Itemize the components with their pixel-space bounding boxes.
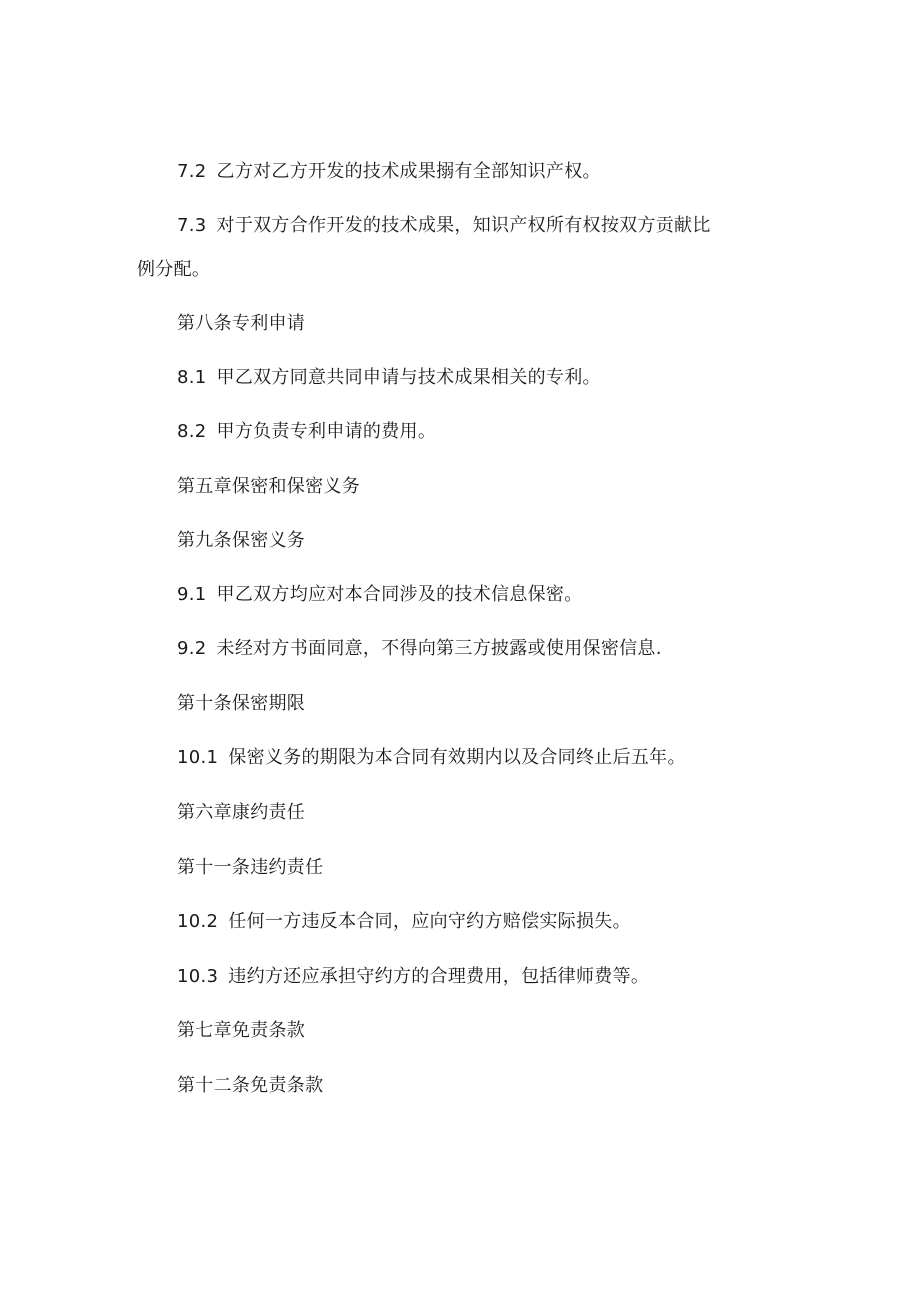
clause-text: 违约方还应承担守约方的合理费用，包括律师费等。 <box>228 966 650 987</box>
heading-text: 第六章康约责任 <box>177 802 306 823</box>
clause-number: 10.3 <box>177 966 219 987</box>
clause-text: 甲乙双方同意共同申请与技术成果相关的专利。 <box>216 367 601 388</box>
heading-text: 第五章保密和保密义务 <box>177 476 360 497</box>
clause-text: 保密义务的期限为本合同有效期内以及合同终止后五年。 <box>228 747 686 768</box>
clause-number: 8.1 <box>177 367 207 388</box>
heading-text: 第八条专利申请 <box>177 313 306 334</box>
clause-9-2 <box>177 638 662 660</box>
clause-number: 7.2 <box>177 161 207 182</box>
clause-7-2 <box>177 161 601 183</box>
article-10-heading <box>177 693 305 715</box>
clause-text: 对于双方合作开发的技术成果，知识产权所有权按双方贡献比 <box>216 215 711 236</box>
clause-7-3 <box>177 215 711 237</box>
chapter-5-heading <box>177 476 360 498</box>
chapter-7-heading <box>177 1020 305 1042</box>
clause-7-3-continuation <box>137 259 210 281</box>
article-12-heading <box>177 1075 323 1097</box>
article-11-heading <box>177 857 323 879</box>
clause-text: 乙方对乙方开发的技术成果搦有全部知识产权。 <box>216 161 601 182</box>
clause-8-1 <box>177 367 601 389</box>
clause-number: 10.2 <box>177 911 219 932</box>
clause-text: 例分配。 <box>137 259 211 280</box>
clause-number: 7.3 <box>177 215 207 236</box>
article-8-heading <box>177 313 305 335</box>
clause-number: 8.2 <box>177 421 207 442</box>
clause-8-2 <box>177 421 436 443</box>
heading-text: 第十条保密期限 <box>177 693 306 714</box>
clause-10-1 <box>177 747 686 769</box>
article-9-heading <box>177 530 305 552</box>
clause-number: 9.2 <box>177 638 207 659</box>
clause-text: 任何一方违反本合同，应向守约方赔偿实际损失。 <box>228 911 631 932</box>
clause-9-1 <box>177 584 583 606</box>
heading-text: 第七章免责条款 <box>177 1020 306 1041</box>
clause-text: 甲乙双方均应对本合同涉及的技术信息保密。 <box>216 584 583 605</box>
heading-text: 第九条保密义务 <box>177 530 306 551</box>
chapter-6-heading <box>177 802 305 824</box>
clause-number: 10.1 <box>177 747 219 768</box>
clause-10-2 <box>177 911 631 933</box>
heading-text: 第十一条违约责任 <box>177 857 324 878</box>
clause-number: 9.1 <box>177 584 207 605</box>
clause-text: 甲方负责专利申请的费用。 <box>216 421 437 442</box>
heading-text: 第十二条免责条款 <box>177 1075 324 1096</box>
clause-10-3 <box>177 966 649 988</box>
clause-text: 未经对方书面同意，不得向第三方披露或使用保密信息. <box>216 638 662 659</box>
